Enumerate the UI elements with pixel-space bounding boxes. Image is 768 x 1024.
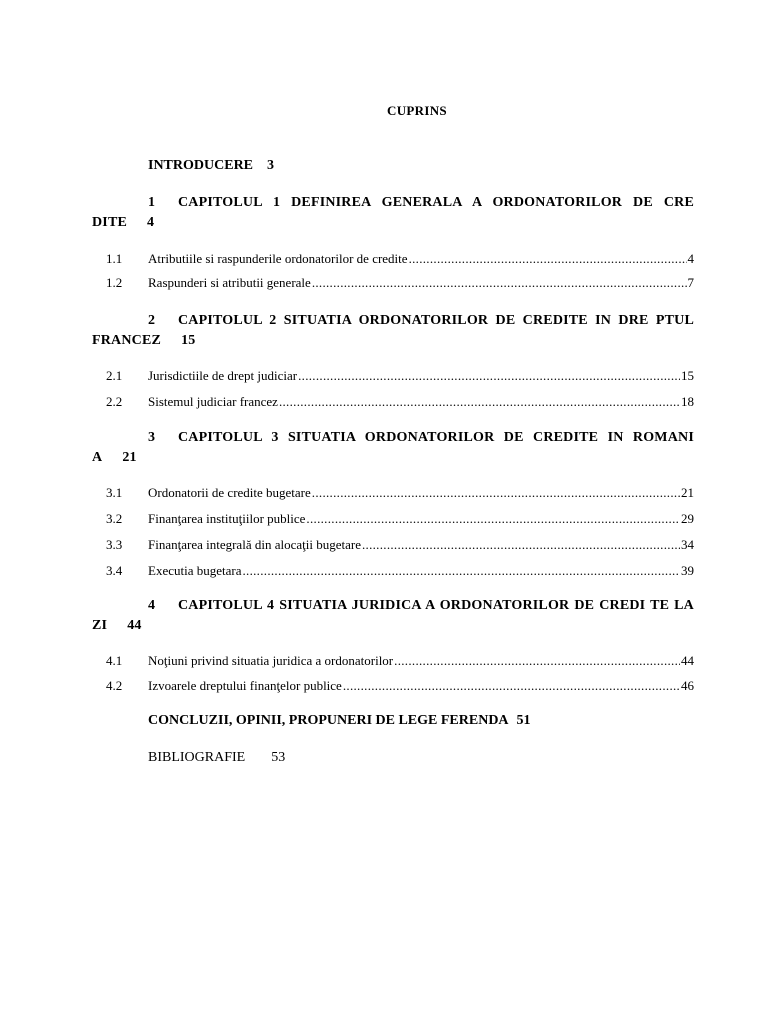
toc-section-label: Executia bugetara <box>148 563 242 578</box>
toc-chapter <box>92 428 694 468</box>
toc-section-number: 2.1 <box>106 368 123 383</box>
dot-leader <box>343 677 680 695</box>
toc-section <box>92 274 694 292</box>
toc-chapter-page: 15 <box>181 333 196 348</box>
page-title: CUPRINS <box>387 103 447 118</box>
toc-section-page: 44 <box>681 653 694 668</box>
toc-section-number: 3.1 <box>106 485 123 500</box>
toc-section-page: 18 <box>681 394 694 409</box>
toc-section <box>92 677 694 695</box>
dot-leader <box>394 652 680 670</box>
toc-section <box>92 562 694 580</box>
toc-section-label: Izvoarele dreptului finanţelor publice <box>148 678 342 693</box>
toc-section-page: 4 <box>687 251 694 266</box>
toc-section-page: 34 <box>681 537 694 552</box>
toc-intro <box>148 158 274 174</box>
toc-section-label: Raspunderi si atributii generale <box>148 275 311 290</box>
toc-section-number: 1.2 <box>106 275 123 290</box>
toc-section-page: 39 <box>681 563 694 578</box>
toc-section-label: Noţiuni privind situatia juridica a ordonatorilor <box>148 653 394 668</box>
toc-section <box>92 484 694 502</box>
toc-section-page: 29 <box>681 511 694 526</box>
toc-chapter-page: 4 <box>147 215 155 230</box>
toc-conclusions <box>148 713 531 729</box>
dot-leader <box>242 562 680 580</box>
toc-section-page: 7 <box>687 275 694 290</box>
dot-leader <box>409 250 687 268</box>
toc-section-page: 21 <box>681 485 694 500</box>
toc-section-number: 1.1 <box>106 251 123 266</box>
toc-intro-page: 3 <box>267 158 275 173</box>
toc-chapter-number: 2 <box>148 313 156 328</box>
toc-section-number: 3.3 <box>106 537 123 552</box>
toc-section-number: 4.2 <box>106 678 123 693</box>
toc-bibliography-page: 53 <box>271 750 286 765</box>
toc-chapter-page: 21 <box>122 450 137 465</box>
toc-section <box>92 510 694 528</box>
toc-section-label: Jurisdictiile de drept judiciar <box>148 368 298 383</box>
toc-chapter-number: 1 <box>148 195 156 210</box>
toc-section-number: 4.1 <box>106 653 123 668</box>
dot-leader <box>312 484 680 502</box>
toc-section-label: Atributiile si raspunderile ordonatorilor de credite <box>148 251 408 266</box>
toc-section-page: 15 <box>681 368 694 383</box>
toc-section-number: 3.2 <box>106 511 123 526</box>
toc-chapter <box>92 311 694 351</box>
toc-section-label: Ordonatorii de credite bugetare <box>148 485 311 500</box>
toc-chapter-label: CAPITOLUL 1 DEFINIREA GENERALA A ORDONATORILOR DE CRE DITE <box>92 195 694 230</box>
toc-section-number: 3.4 <box>106 563 123 578</box>
toc-chapter-label: CAPITOLUL 2 SITUATIA ORDONATORILOR DE CREDITE IN DRE PTUL FRANCEZ <box>92 313 694 348</box>
toc-section <box>92 393 694 411</box>
toc-chapter-number: 3 <box>148 430 156 445</box>
toc-intro-label: INTRODUCERE <box>148 158 254 173</box>
toc-section <box>92 652 694 670</box>
dot-leader <box>312 274 687 292</box>
toc-section <box>92 367 694 385</box>
toc-chapter-page: 44 <box>127 618 142 633</box>
toc-chapter-number: 4 <box>148 598 156 613</box>
toc-conclusions-page: 51 <box>516 713 531 728</box>
toc-chapter <box>92 596 694 636</box>
toc-section-page: 46 <box>681 678 694 693</box>
toc-section-label: Sistemul judiciar francez <box>148 394 278 409</box>
dot-leader <box>306 510 680 528</box>
dot-leader <box>362 536 680 554</box>
dot-leader <box>298 367 680 385</box>
toc-chapter-label: CAPITOLUL 3 SITUATIA ORDONATORILOR DE CREDITE IN ROMANI A <box>92 430 694 465</box>
toc-section <box>92 250 694 268</box>
toc-section-label: Finanţarea instituţiilor publice <box>148 511 306 526</box>
toc-section-number: 2.2 <box>106 394 123 409</box>
toc-bibliography-label: BIBLIOGRAFIE <box>148 750 246 765</box>
toc-section <box>92 536 694 554</box>
toc-chapter-label: CAPITOLUL 4 SITUATIA JURIDICA A ORDONATORILOR DE CREDI TE LA ZI <box>92 598 694 633</box>
toc-section-label: Finanţarea integrală din alocaţii bugetare <box>148 537 361 552</box>
toc-conclusions-label: CONCLUZII, OPINII, PROPUNERI DE LEGE FERENDA <box>148 713 509 728</box>
toc-chapter <box>92 193 694 233</box>
toc-bibliography <box>148 750 285 766</box>
dot-leader <box>279 393 680 411</box>
